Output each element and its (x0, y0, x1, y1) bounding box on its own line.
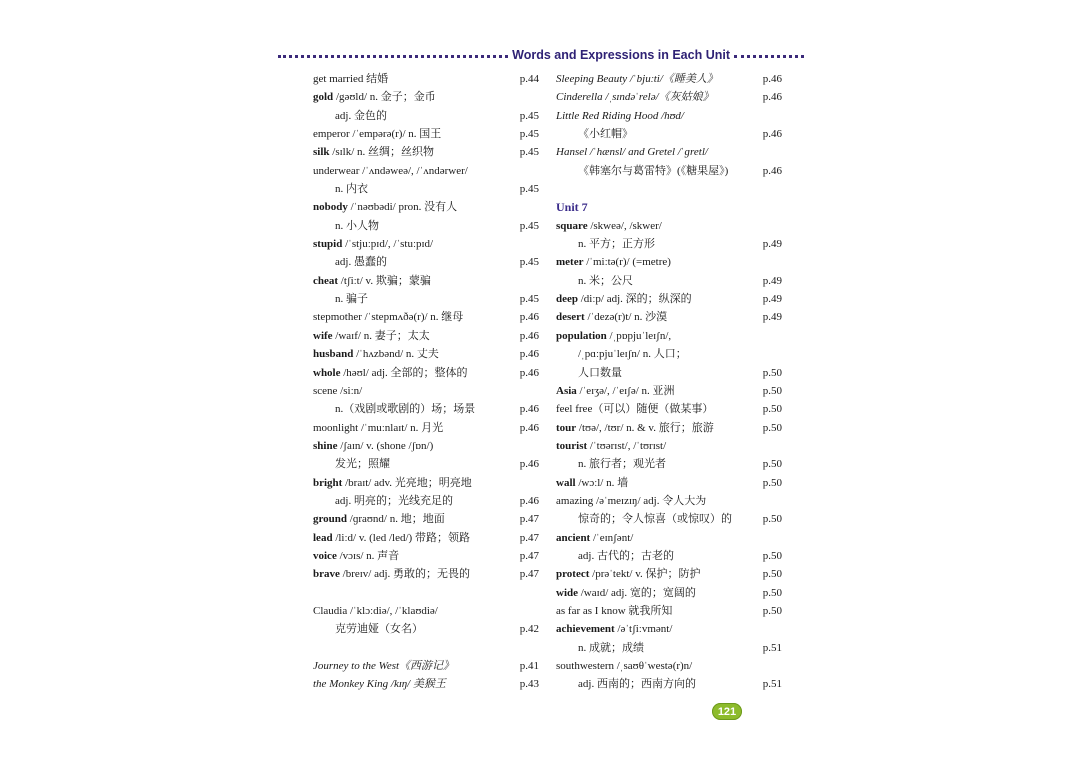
headword: gold (313, 91, 334, 104)
page-ref: p.46 (762, 73, 782, 85)
vocab-entry (313, 547, 539, 565)
vocab-entry (556, 290, 782, 308)
headword: population (556, 329, 607, 342)
page-ref: p.45 (519, 128, 539, 141)
entry-text: ground /ɡraʊnd/ n. 地；地面 (313, 513, 445, 526)
vocab-entry (313, 88, 539, 106)
spacer (313, 584, 539, 602)
unit-heading: Unit 7 (556, 200, 588, 215)
vocab-entry (313, 125, 539, 143)
header-title: Words and Expressions in Each Unit (512, 48, 730, 62)
entry-text: adj. 愚蠢的 (335, 256, 387, 269)
vocab-entry (556, 639, 782, 657)
entry-text: 克劳迪娅（女名） (335, 623, 423, 636)
vocab-entry (313, 620, 539, 638)
entry-text: Sleeping Beauty /ˈbjuːti/《睡美人》 (556, 73, 718, 85)
page-ref: p.50 (762, 384, 782, 397)
entry-text: Claudia /ˈklɔːdiə/, /ˈklaʊdiə/ (313, 604, 438, 617)
vocab-entry (556, 437, 782, 455)
page-ref: p.44 (519, 73, 539, 85)
entry-text: protect /prəˈtekt/ v. 保护；防护 (556, 568, 701, 581)
headword: voice (313, 549, 337, 562)
entry-text: amazing /əˈmeɪzɪŋ/ adj. 令人大为 (556, 494, 707, 507)
entry-text: voice /vɔɪs/ n. 声音 (313, 549, 400, 562)
headword: meter (556, 256, 584, 269)
page-ref: p.46 (519, 494, 539, 507)
entry-text: feel free（可以）随便（做某事） (556, 403, 714, 416)
page-ref: p.50 (762, 549, 782, 562)
headword: protect (556, 568, 590, 581)
entry-text: population /ˌpɒpjuˈleɪʃn/, (556, 329, 672, 342)
vocab-entry (556, 547, 782, 565)
entry-text: Cinderella /ˌsɪndəˈrelə/《灰姑娘》 (556, 91, 714, 104)
vocab-entry (556, 455, 782, 473)
headword: wide (556, 586, 578, 599)
entry-text: husband /ˈhʌzbənd/ n. 丈夫 (313, 348, 439, 361)
entry-text: emperor /ˈempərə(r)/ n. 国王 (313, 128, 442, 141)
entry-text: stupid /ˈstjuːpɪd/, /ˈstuːpɪd/ (313, 238, 434, 251)
vocab-entry (313, 253, 539, 271)
vocab-entry (556, 382, 782, 400)
page-ref: p.51 (762, 641, 782, 654)
entry-text: wall /wɔːl/ n. 墙 (556, 476, 629, 489)
headword: tourist (556, 439, 588, 452)
vocab-entry (556, 400, 782, 418)
vocab-entry (556, 419, 782, 437)
entry-text: n. 旅行者；观光者 (578, 458, 666, 471)
entry-text: n. 米；公尺 (578, 274, 633, 287)
entry-text: 惊奇的；令人惊喜（或惊叹）的 (578, 513, 732, 526)
entry-text: nobody /ˈnəʊbədi/ pron. 没有人 (313, 201, 458, 214)
entry-text: underwear /ˈʌndəweə/, /ˈʌndərwer/ (313, 164, 468, 177)
page-ref: p.47 (519, 568, 539, 581)
vocab-entry (556, 308, 782, 326)
entry-text: n. 平方；正方形 (578, 238, 655, 251)
headword: ground (313, 513, 348, 526)
entry-text: wide /waɪd/ adj. 宽的；宽阔的 (556, 586, 696, 599)
vocab-entry (313, 180, 539, 198)
page-ref: p.46 (762, 164, 782, 177)
vocab-entry (313, 272, 539, 290)
vocab-entry (556, 253, 782, 271)
page-ref: p.46 (519, 421, 539, 434)
vocab-entry (556, 88, 782, 106)
page-ref: p.50 (762, 568, 782, 581)
entry-text: 《小红帽》 (578, 128, 633, 141)
page-ref: p.50 (762, 586, 782, 599)
page-ref: p.46 (519, 366, 539, 379)
vocab-entry (556, 584, 782, 602)
entry-text: get married 结婚 (313, 73, 389, 85)
entry-text: n. 成就；成绩 (578, 641, 644, 654)
page-ref: p.46 (519, 403, 539, 416)
page-ref: p.49 (762, 293, 782, 306)
vocab-entry (313, 308, 539, 326)
headword: brave (313, 568, 340, 581)
entry-text: shine /ʃaɪn/ v. (shone /ʃɒn/) (313, 439, 434, 452)
vocab-entry (313, 400, 539, 418)
entry-text: silk /sɪlk/ n. 丝绸；丝织物 (313, 146, 435, 159)
page-ref: p.47 (519, 513, 539, 526)
vocab-entry (313, 327, 539, 345)
vocab-entry (313, 529, 539, 547)
page-number-badge: 121 (712, 703, 742, 720)
vocab-entry (556, 492, 782, 510)
headword: Asia (556, 384, 577, 397)
page-ref: p.45 (519, 256, 539, 269)
vocab-entry (313, 290, 539, 308)
vocab-entry (556, 345, 782, 363)
entry-text: square /skweə/, /skwer/ (556, 219, 662, 232)
headword: whole (313, 366, 341, 379)
vocab-entry (313, 382, 539, 400)
headword: bright (313, 476, 343, 489)
page-ref: p.49 (762, 311, 782, 324)
page-ref: p.45 (519, 109, 539, 122)
entry-text: adj. 古代的；古老的 (578, 549, 674, 562)
page-ref: p.50 (762, 476, 782, 489)
vocab-entry (556, 474, 782, 492)
vocab-entry (556, 657, 782, 675)
page-ref: p.50 (762, 604, 782, 617)
vocab-entry (556, 217, 782, 235)
entry-text: stepmother /ˈstepmʌðə(r)/ n. 继母 (313, 311, 464, 324)
entry-text: desert /ˈdezə(r)t/ n. 沙漠 (556, 311, 668, 324)
vocab-entry (556, 70, 782, 88)
entry-text: the Monkey King /kɪŋ/ 美猴王 (313, 678, 446, 691)
page-ref: p.51 (762, 678, 782, 691)
page-ref: p.50 (762, 421, 782, 434)
entry-text: adj. 金色的 (335, 109, 387, 122)
vocab-entry (313, 198, 539, 216)
entry-text: Hansel /ˈhænsl/ and Gretel /ˈɡretl/ (556, 146, 708, 159)
vocab-entry (556, 529, 782, 547)
entry-text: deep /diːp/ adj. 深的；纵深的 (556, 293, 692, 306)
headword: nobody (313, 201, 348, 214)
vocab-entry (313, 437, 539, 455)
vocab-entry (556, 620, 782, 638)
entry-text: cheat /tʃiːt/ v. 欺骗；蒙骗 (313, 274, 431, 287)
page-ref: p.46 (519, 458, 539, 471)
entry-text: as far as I know 就我所知 (556, 604, 673, 617)
vocab-entry (556, 235, 782, 253)
entry-text: Asia /ˈeɪʒə/, /ˈeɪʃə/ n. 亚洲 (556, 384, 675, 397)
entry-text: Little Red Riding Hood /hʊd/ (556, 109, 684, 122)
vocab-entry (313, 217, 539, 235)
vocab-entry (313, 364, 539, 382)
page-ref: p.46 (762, 128, 782, 141)
vocab-entry (313, 345, 539, 363)
entry-text: gold /gəʊld/ n. 金子；金币 (313, 91, 436, 104)
entry-text: meter /ˈmiːtə(r)/ (=metre) (556, 256, 671, 269)
vocab-entry (313, 565, 539, 583)
vocab-entry (313, 419, 539, 437)
page-ref: p.47 (519, 549, 539, 562)
vocab-entry (556, 143, 782, 161)
header-dots-left (278, 55, 508, 58)
entry-text: wife /waɪf/ n. 妻子；太太 (313, 329, 430, 342)
page-ref: p.49 (762, 274, 782, 287)
headword: wife (313, 329, 333, 342)
headword: cheat (313, 274, 339, 287)
vocab-entry (313, 602, 539, 620)
entry-text: tourist /ˈtʊərɪst/, /ˈtʊrɪst/ (556, 439, 667, 452)
vocab-entry (313, 492, 539, 510)
vocab-entry (313, 675, 539, 693)
vocab-entry (313, 235, 539, 253)
vocab-entry (313, 143, 539, 161)
headword: square (556, 219, 588, 232)
headword: silk (313, 146, 330, 159)
entry-text: 人口数量 (578, 366, 622, 379)
entry-text: n.（戏剧或歌剧的）场；场景 (335, 403, 476, 416)
header-dots-right (734, 55, 804, 58)
entry-text: scene /siːn/ (313, 384, 363, 397)
headword: deep (556, 293, 578, 306)
spacer (556, 180, 782, 198)
headword: achievement (556, 623, 615, 636)
vocab-entry (556, 125, 782, 143)
vocab-entry (556, 565, 782, 583)
page-ref: p.46 (519, 329, 539, 342)
vocab-entry (556, 675, 782, 693)
vocab-entry (556, 107, 782, 125)
headword: desert (556, 311, 585, 324)
page-ref: p.49 (762, 238, 782, 251)
vocab-entry (313, 455, 539, 473)
vocab-entry (556, 327, 782, 345)
page-ref: p.46 (762, 91, 782, 104)
entry-text: Journey to the West《西游记》 (313, 660, 455, 672)
page-ref: p.46 (519, 348, 539, 361)
entry-text: adj. 明亮的；光线充足的 (335, 494, 453, 507)
headword: lead (313, 531, 333, 544)
entry-text: adj. 西南的；西南方向的 (578, 678, 696, 691)
vocab-entry (556, 510, 782, 528)
page-ref: p.45 (519, 219, 539, 232)
vocab-entry (556, 162, 782, 180)
spacer (313, 639, 539, 657)
entry-text: ancient /ˈeɪnʃənt/ (556, 531, 634, 544)
headword: shine (313, 439, 338, 452)
vocab-entry (313, 107, 539, 125)
vocab-entry (313, 70, 539, 88)
page-ref: p.45 (519, 146, 539, 159)
page-ref: p.45 (519, 293, 539, 306)
headword: husband (313, 348, 354, 361)
entry-text: n. 小人物 (335, 219, 379, 232)
entry-text: brave /breɪv/ adj. 勇敢的；无畏的 (313, 568, 471, 581)
page-ref: p.50 (762, 366, 782, 379)
page-ref: p.45 (519, 183, 539, 196)
headword: tour (556, 421, 577, 434)
vocab-entry (313, 162, 539, 180)
entry-text: n. 内衣 (335, 183, 368, 196)
entry-text: 发光；照耀 (335, 458, 390, 471)
page-ref: p.50 (762, 403, 782, 416)
vocab-entry (556, 272, 782, 290)
right-column (556, 70, 782, 694)
vocab-entry (556, 602, 782, 620)
entry-text: bright /braɪt/ adv. 光亮地；明亮地 (313, 476, 472, 489)
headword: ancient (556, 531, 591, 544)
entry-text: achievement /əˈtʃiːvmənt/ (556, 623, 673, 636)
page-ref: p.47 (519, 531, 539, 544)
section-header (278, 47, 804, 63)
page-ref: p.50 (762, 513, 782, 526)
page-ref: p.50 (762, 458, 782, 471)
entry-text: n. 骗子 (335, 293, 368, 306)
page-ref: p.43 (519, 678, 539, 691)
page-ref: p.41 (519, 660, 539, 672)
page-ref: p.42 (519, 623, 539, 636)
vocab-entry (313, 657, 539, 675)
entry-text: tour /tʊə/, /tʊr/ n. & v. 旅行；旅游 (556, 421, 714, 434)
entry-text: southwestern /ˌsaʊθˈwestə(r)n/ (556, 660, 693, 672)
vocab-entry (313, 474, 539, 492)
page-ref: p.46 (519, 311, 539, 324)
headword: stupid (313, 238, 343, 251)
entry-text: whole /həʊl/ adj. 全部的；整体的 (313, 366, 468, 379)
vocab-entry (313, 510, 539, 528)
vocab-entry (556, 364, 782, 382)
entry-text: /ˌpɑːpjuˈleɪʃn/ n. 人口； (578, 348, 687, 361)
entry-text: moonlight /ˈmuːnlaɪt/ n. 月光 (313, 421, 444, 434)
entry-text: 《韩塞尔与葛雷特》(《糖果屋》) (578, 164, 729, 177)
entry-text: lead /liːd/ v. (led /led/) 带路；领路 (313, 531, 470, 544)
headword: wall (556, 476, 576, 489)
left-column (313, 70, 539, 694)
